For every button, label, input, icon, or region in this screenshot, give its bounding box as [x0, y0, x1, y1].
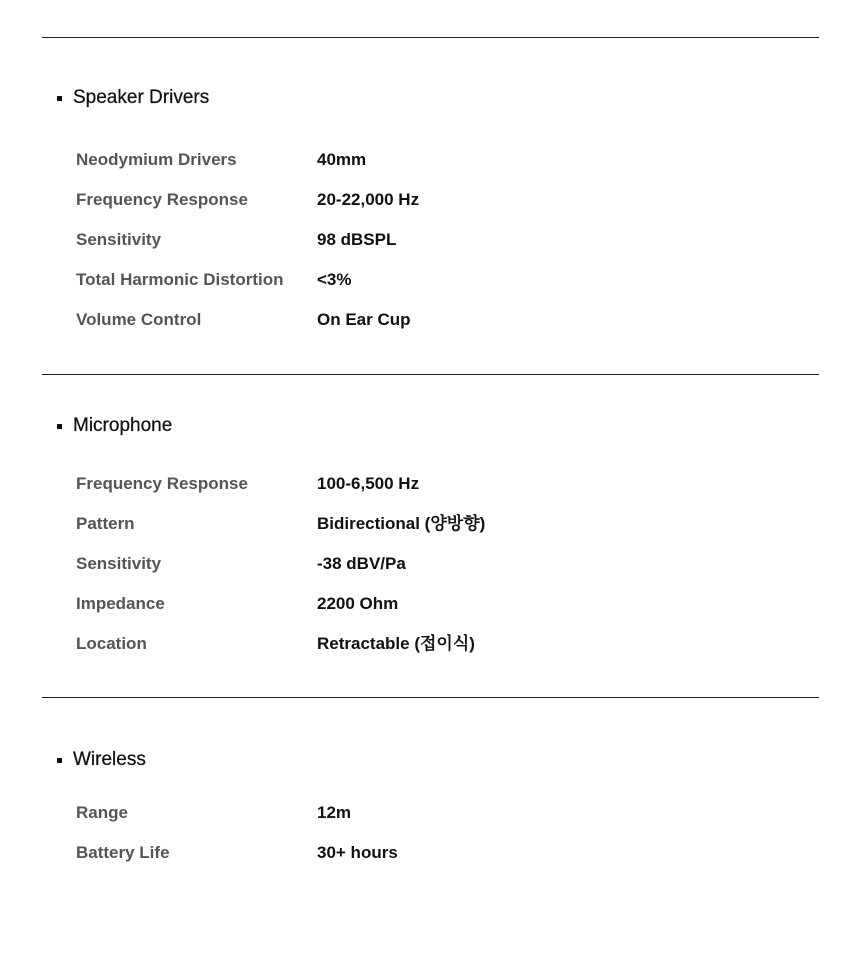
spec-value: 12m: [317, 803, 352, 822]
spec-row: [0, 552, 860, 576]
spec-value: -38 dBV/Pa: [317, 554, 406, 573]
section-divider: [42, 697, 819, 698]
spec-label: Battery Life: [76, 843, 170, 862]
spec-row: [0, 228, 860, 252]
spec-value: On Ear Cup: [317, 310, 411, 329]
section-heading: [57, 748, 146, 772]
spec-value: 20-22,000 Hz: [317, 190, 420, 209]
spec-label: Impedance: [76, 594, 165, 613]
spec-value: <3%: [317, 270, 352, 289]
spec-value: 100-6,500 Hz: [317, 474, 420, 493]
spec-row: [0, 148, 860, 172]
section-divider: [42, 37, 819, 38]
spec-label: Frequency Response: [76, 474, 248, 493]
spec-row: [0, 268, 860, 292]
spec-row: [0, 512, 860, 536]
spec-row: [0, 801, 860, 825]
spec-label: Neodymium Drivers: [76, 150, 237, 169]
spec-row: [0, 188, 860, 212]
section-heading: [57, 414, 172, 438]
spec-label: Location: [76, 634, 147, 653]
bullet-icon: [57, 424, 62, 429]
spec-value: 40mm: [317, 150, 367, 169]
section-divider: [42, 374, 819, 375]
spec-value: 98 dBSPL: [317, 230, 397, 249]
spec-row: [0, 592, 860, 616]
spec-row: [0, 472, 860, 496]
spec-label: Pattern: [76, 514, 135, 533]
bullet-icon: [57, 96, 62, 101]
spec-row: [0, 841, 860, 865]
section-heading: [57, 86, 209, 110]
spec-row: [0, 632, 860, 656]
spec-value: Bidirectional (양방향): [317, 514, 486, 533]
spec-label: Range: [76, 803, 128, 822]
section-title: Wireless: [73, 749, 146, 770]
spec-label: Volume Control: [76, 310, 202, 329]
spec-row: [0, 308, 860, 332]
spec-label: Sensitivity: [76, 554, 162, 573]
spec-value: 2200 Ohm: [317, 594, 399, 613]
spec-label: Frequency Response: [76, 190, 248, 209]
spec-value: 30+ hours: [317, 843, 398, 862]
bullet-icon: [57, 758, 62, 763]
spec-label: Total Harmonic Distortion: [76, 270, 284, 289]
spec-value: Retractable (접이식): [317, 634, 475, 653]
section-title: Microphone: [73, 415, 173, 436]
spec-label: Sensitivity: [76, 230, 162, 249]
section-title: Speaker Drivers: [73, 87, 210, 108]
